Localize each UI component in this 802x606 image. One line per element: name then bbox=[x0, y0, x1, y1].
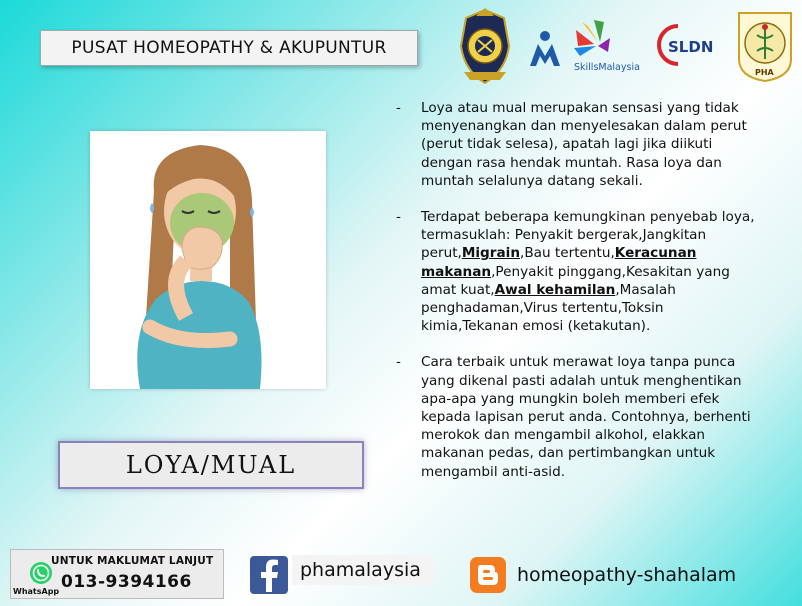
whatsapp-icon[interactable] bbox=[29, 561, 53, 585]
paragraph-treatment bbox=[390, 353, 760, 480]
header-title-box bbox=[40, 30, 418, 66]
causes-text: ,Bau tertentu, bbox=[520, 245, 615, 262]
skills-malaysia-logo bbox=[568, 16, 648, 76]
topic-title-box bbox=[58, 441, 364, 489]
bullet-dash: - bbox=[396, 209, 401, 226]
svg-text:SkillsMalaysia: SkillsMalaysia bbox=[574, 62, 640, 73]
contact-box bbox=[10, 549, 224, 599]
m-logo bbox=[528, 28, 562, 68]
causes-text: Terdapat beberapa kemungkinan penyebab loya, termasuklah: Penyakit bergerak,Jangkitan perut, bbox=[421, 209, 755, 262]
bullet-dash: - bbox=[396, 100, 401, 116]
nauseous-woman-image bbox=[90, 131, 326, 389]
svg-text:PHA: PHA bbox=[755, 68, 774, 77]
topic-title: LOYA/MUAL bbox=[125, 451, 297, 479]
blogger-icon[interactable] bbox=[470, 557, 506, 593]
facebook-handle[interactable]: phamalaysia bbox=[292, 555, 434, 585]
facebook-icon[interactable] bbox=[250, 556, 288, 594]
partner-logos bbox=[450, 6, 795, 88]
nausea-illustration bbox=[90, 131, 326, 389]
article-content bbox=[390, 99, 760, 481]
pha-seal-logo bbox=[735, 9, 795, 83]
cause-link-kehamilan[interactable]: Awal kehamilan bbox=[494, 281, 616, 298]
facebook-f-glyph bbox=[250, 556, 288, 594]
causes-text: ,Penyakit pinggang,Kesakitan yang amat kuat, bbox=[421, 263, 730, 298]
svg-text:SLDN: SLDN bbox=[668, 38, 714, 56]
paragraph-definition bbox=[390, 99, 760, 190]
info-label: UNTUK MAKLUMAT LANJUT bbox=[51, 555, 214, 567]
paragraph-causes bbox=[390, 208, 760, 335]
police-crest-logo bbox=[454, 8, 516, 86]
bullet-dash: - bbox=[396, 354, 401, 371]
phone-number[interactable]: 013-9394166 bbox=[61, 572, 192, 592]
cause-link-migrain[interactable]: Migrain bbox=[461, 245, 520, 262]
whatsapp-label: WhatsApp bbox=[13, 587, 60, 596]
blog-url[interactable]: homeopathy-shahalam bbox=[517, 564, 737, 586]
sldn-logo bbox=[656, 20, 726, 70]
paragraph-text: Loya atau mual merupakan sensasi yang tidak menyenangkan dan menyelesakan dalam perut (perut tidak selesa), apatah lagi jika diikuti dengan rasa hendak muntah. Rasa loya dan muntah selalunya datang sekali. bbox=[421, 100, 747, 189]
paragraph-text: Cara terbaik untuk merawat loya tanpa punca yang dikenal pasti adalah untuk menghentikan apa-apa yang mungkin boleh memberi efek kepada lapisan perut anda. Contohnya, berhenti merokok dan mengambil alkohol, elakkan makanan pedas, dan pertimbangkan untuk mengambil anti-asid. bbox=[421, 354, 751, 480]
blogger-b-glyph bbox=[470, 557, 506, 593]
paragraph-text bbox=[421, 208, 760, 335]
causes-text: ,Masalah penghadaman,Virus tertentu,Toksin kimia,Tekanan emosi (ketakutan). bbox=[421, 281, 676, 335]
cause-link-keracunan[interactable]: Keracunan makanan bbox=[421, 245, 697, 280]
header-title: PUSAT HOMEOPATHY & AKUPUNTUR bbox=[71, 38, 387, 58]
